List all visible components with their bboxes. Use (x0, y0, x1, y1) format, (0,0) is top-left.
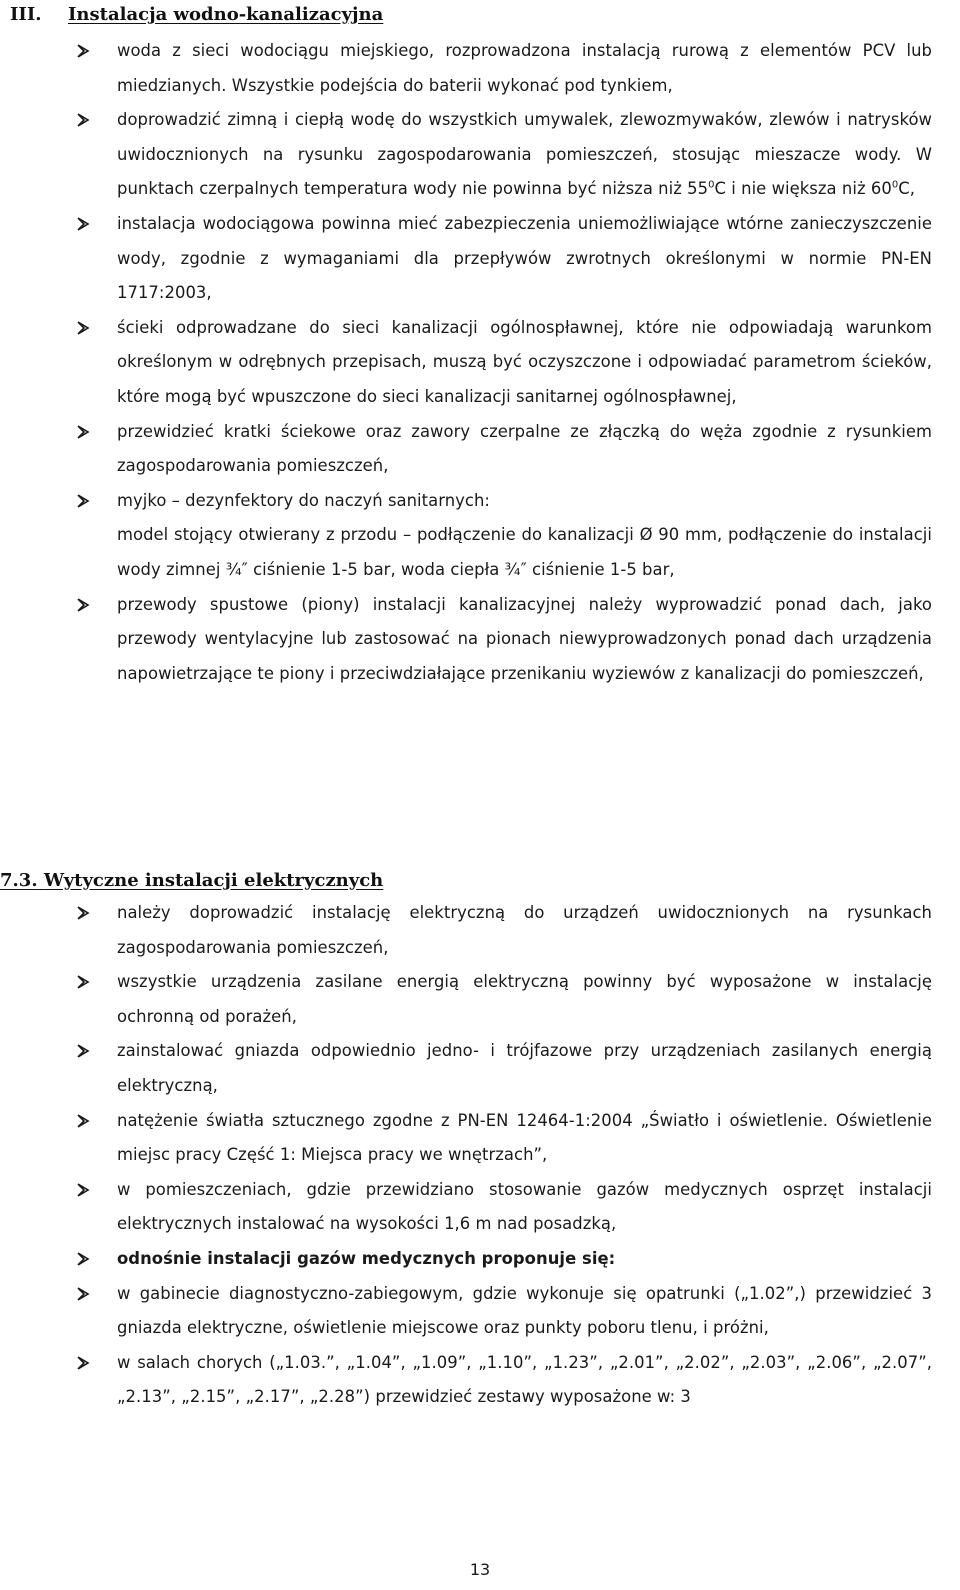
list-item-text: myjko – dezynfektory do naczyń sanitarnych: (117, 490, 490, 510)
list-item (0, 1277, 960, 1346)
arrow-bullet-icon (76, 1242, 92, 1276)
page-number: 13 (469, 1560, 491, 1579)
list-item-text: natężenie światła sztucznego zgodne z PN-EN 12464-1:2004 „Światło i oświetlenie. Oświetlenie miejsc pracy Część 1: Miejsca pracy we wnętrzach”, (117, 1110, 932, 1165)
section-title: Wytyczne instalacji elektrycznych (43, 869, 384, 891)
arrow-bullet-icon (76, 1277, 92, 1311)
section-number: 7.3. (0, 869, 38, 891)
list-item-text: należy doprowadzić instalację elektryczną do urządzeń uwidocznionych na rysunkach zagospodarowania pomieszczeń, (117, 903, 932, 957)
arrow-bullet-icon (76, 311, 92, 345)
myjko-detail-text: model stojący otwierany z przodu – podłączenie do kanalizacji Ø 90 mm, podłączenie do instalacji wody zimnej ¾″ ciśnienie 1-5 bar, woda ciepła ¾″ ciśnienie 1-5 bar, (117, 525, 932, 579)
list-item-text: przewidzieć kratki ściekowe oraz zawory czerpalne ze złączką do węża zgodnie z rysunkiem zagospodarowania pomieszczeń, (117, 421, 932, 476)
arrow-bullet-icon (76, 207, 92, 241)
superscript: 0 (708, 179, 715, 191)
list-item-text: zainstalować gniazda odpowiednio jedno- i trójfazowe przy urządzeniach zasilanych energią elektryczną, (117, 1041, 932, 1095)
list-item (0, 896, 960, 965)
section-number: III. (10, 3, 42, 25)
list-item (0, 34, 960, 103)
list-item-text: w pomieszczeniach, gdzie przewidziano stosowanie gazów medycznych osprzęt instalacji elektrycznych instalować na wysokości 1,6 m nad posadzką, (117, 1179, 932, 1234)
arrow-bullet-icon (76, 1104, 92, 1138)
list-item (0, 103, 960, 207)
section-heading (10, 0, 383, 28)
arrow-bullet-icon (76, 1034, 92, 1068)
list-item (0, 207, 960, 311)
list-item-text (117, 1242, 932, 1277)
arrow-bullet-icon (76, 1346, 92, 1380)
section-title: Instalacja wodno-kanalizacyjna (68, 3, 384, 25)
electrical-list (0, 896, 960, 1415)
list-item-text: ścieki odprowadzane do sieci kanalizacji ogólnospławnej, które nie odpowiadają warunkom określonym w odrębnych przepisach, muszą być oczyszczone i odpowiadać parametrom ścieków, które mogą być wpuszczone do sieci kanalizacji sanitarnej ogólnospławnej, (117, 317, 932, 406)
arrow-bullet-icon (76, 484, 92, 518)
arrow-bullet-icon (76, 34, 92, 68)
list-item (0, 1034, 960, 1103)
list-item-text: instalacja wodociągowa powinna mieć zabezpieczenia uniemożliwiające wtórne zanieczyszczenie wody, zgodnie z wymaganiami dla przepływów zwrotnych określonymi w normie PN-EN 1717:2003, (117, 213, 932, 303)
list-item-text (117, 103, 932, 207)
list-item (0, 1242, 960, 1277)
list-item (0, 484, 960, 588)
arrow-bullet-icon (76, 896, 92, 930)
list-item (0, 1104, 960, 1173)
list-item-text: w gabinecie diagnostyczno-zabiegowym, gdzie wykonuje się opatrunki („1.02”,) przewidzieć 3 gniazda elektryczne, oświetlenie miejscowe oraz punkty poboru tlenu, i próżni, (117, 1283, 932, 1338)
arrow-bullet-icon (76, 415, 92, 449)
section-number-and-title (0, 870, 383, 891)
list-item (0, 588, 960, 692)
list-item-text: przewody spustowe (piony) instalacji kanalizacyjnej należy wyprowadzić ponad dach, jako przewody wentylacyjne lub zastosować na pionach niewyprowadzonych ponad dach urządzenia napowietrzające te piony i przeciwdziałające przenikaniu wyziewów z kanalizacji do pomieszczeń, (117, 594, 932, 683)
section-heading (0, 866, 383, 894)
list-item (0, 1173, 960, 1242)
list-item (0, 311, 960, 415)
arrow-bullet-icon (76, 103, 92, 137)
arrow-bullet-icon (76, 965, 92, 999)
list-item (0, 415, 960, 484)
list-item-text: w salach chorych („1.03.”, „1.04”, „1.09”, „1.10”, „1.23”, „2.01”, „2.02”, „2.03”, „2.06”, „2.07”, „2.13”, „2.15”, „2.17”, „2.28”) przewidzieć zestawy wyposażone w: 3 (117, 1352, 932, 1407)
bold-text: odnośnie instalacji gazów medycznych proponuje się: (117, 1248, 616, 1268)
list-item (0, 1346, 960, 1415)
list-item-text-part: doprowadzić zimną i ciepłą wodę do wszystkich umywalek, zlewozmywaków, zlewów i natrysków uwidocznionych na rysunku zagospodarowania pomieszczeń, stosując mieszacze wody. W punktach czerpalnych temperatura wody nie powinna być niższa niż 55 (117, 110, 932, 199)
list-item-text-part: C i nie większa niż 60 (714, 179, 892, 199)
superscript: 0 (891, 179, 899, 191)
list-item-text: wszystkie urządzenia zasilane energią elektryczną powinny być wyposażone w instalację ochronną od porażeń, (117, 972, 932, 1026)
arrow-bullet-icon (76, 1173, 92, 1207)
list-item-text: woda z sieci wodociągu miejskiego, rozprowadzona instalacją rurową z elementów PCV lub miedzianych. Wszystkie podejścia do baterii wykonać pod tynkiem, (117, 41, 932, 95)
list-item-text-part: C, (898, 179, 916, 199)
water-sewage-list (0, 34, 960, 691)
list-item (0, 965, 960, 1034)
arrow-bullet-icon (76, 588, 92, 622)
